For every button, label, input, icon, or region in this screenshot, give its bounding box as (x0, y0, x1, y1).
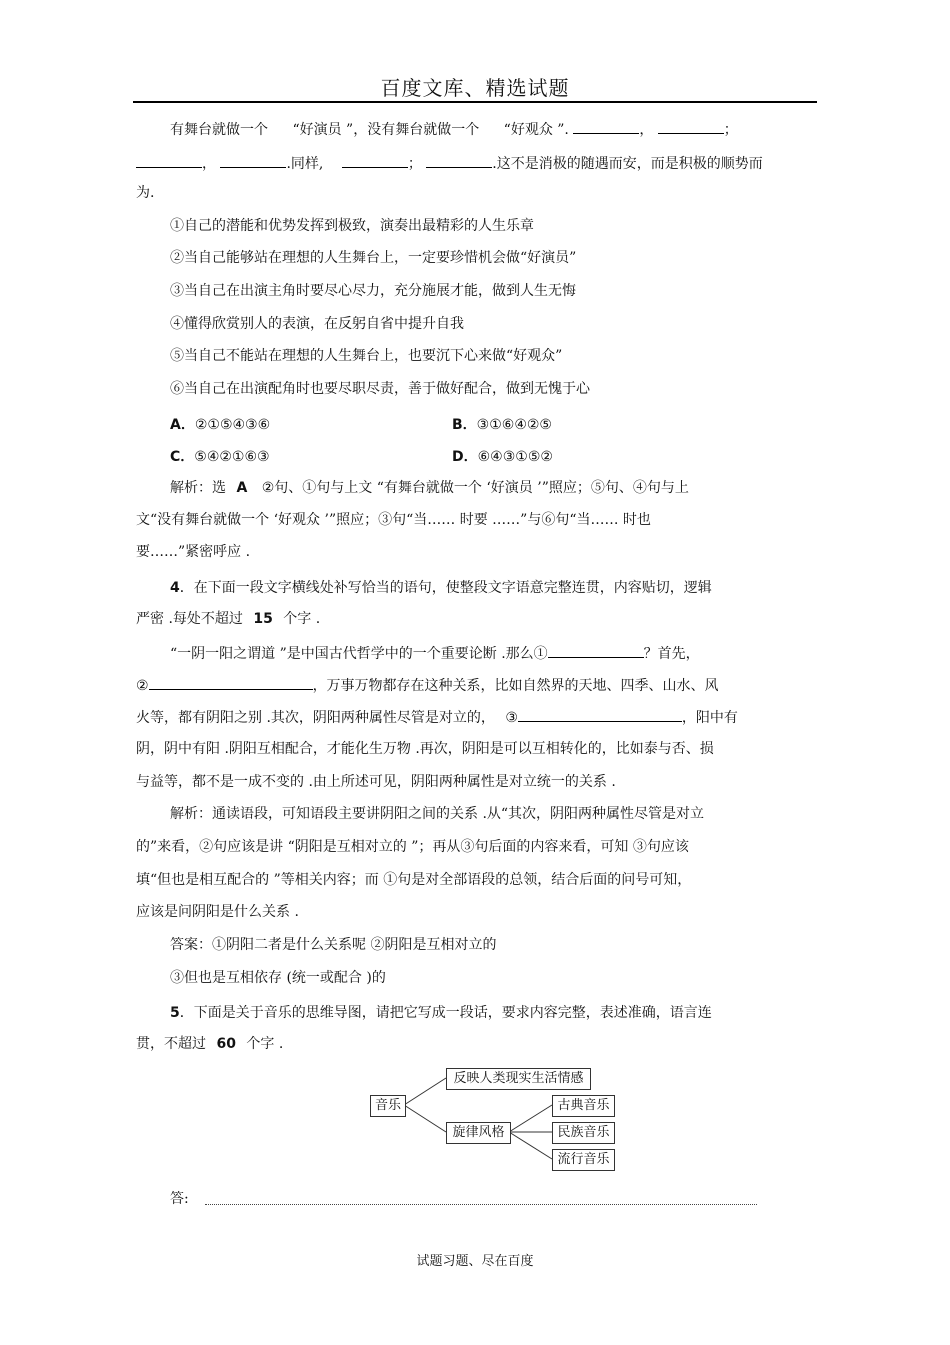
option-text: ⑤④②①⑥③ (194, 449, 270, 465)
page-header-title: 百度文库、精选试题 (380, 76, 570, 100)
question-number: 5 (170, 1005, 180, 1021)
q3-analysis-line1 (170, 479, 689, 497)
q3-analysis-line2: 文“没有舞台就做一个 ‘好观众 ’”照应；③句“当…… 时要 ……”与⑥句“当…… 时也 (136, 512, 651, 528)
q4-answer-line2: ③但也是互相依存 (统一或配合 )的 (170, 970, 386, 986)
node-leaf: 古典音乐 (552, 1095, 615, 1117)
q3-analysis-line3: 要……”紧密呼应 . (136, 544, 251, 560)
q4-passage-line4: 阴，阴中有阳 .阴阳互相配合，才能化生万物 .再次，阴阳是可以互相转化的，比如泰与否、损 (136, 741, 714, 757)
q4-stem-text: 个字 . (283, 611, 321, 627)
q4-analysis-line1: 解析：通读语段，可知语段主要讲阴阳之间的关系 .从“其次，阴阳两种属性尽管是对立 (170, 806, 705, 822)
header-rule (133, 101, 817, 103)
q4-analysis-line4: 应该是问阴阳是什么关系 . (136, 904, 299, 920)
music-mind-map (360, 1062, 630, 1174)
fill-blank[interactable] (342, 153, 408, 168)
q5-word-limit: 60 (216, 1036, 236, 1052)
fill-blank[interactable] (220, 153, 286, 168)
q5-stem-text: ．下面是关于音乐的思维导图，请把它写成一段话，要求内容完整，表述准确，语言连 (179, 1005, 712, 1021)
fill-blank[interactable] (136, 153, 202, 168)
q5-stem-line1 (170, 1004, 712, 1022)
fill-blank-3[interactable] (518, 707, 682, 722)
q4-passage-line3 (136, 707, 738, 727)
passage-text: ，阳中有 (681, 710, 738, 726)
q4-word-limit: 15 (253, 611, 273, 627)
option-letter: C． (170, 449, 195, 465)
node-leaf: 流行音乐 (552, 1149, 615, 1171)
node-branch-emotion: 反映人类现实生活情感 (446, 1068, 591, 1090)
node-leaf: 民族音乐 (552, 1122, 615, 1144)
q5-stem-text: 个字 . (246, 1036, 284, 1052)
connector-line (404, 1105, 446, 1132)
fill-blank[interactable] (573, 119, 639, 134)
option-text: ③①⑥④②⑤ (476, 417, 552, 433)
passage-text: 火等，都有阴阳之别 .其次，阴阳两种属性尽管是对立的， (136, 710, 495, 726)
q4-answer-line1: 答案：①阴阳二者是什么关系呢 ②阴阳是互相对立的 (170, 937, 497, 953)
q3-stem-line3: 为. (136, 185, 155, 201)
q3-item: ③当自己在出演主角时要尽心尽力，充分施展才能，做到人生无悔 (170, 283, 576, 299)
q3-stem-part: 同样, (290, 156, 324, 172)
q5-stem-text: 贯，不超过 (136, 1036, 206, 1052)
option-c[interactable] (170, 448, 270, 466)
connector-line (509, 1132, 552, 1159)
q4-stem-text: 严密 .每处不超过 (136, 611, 243, 627)
q4-passage-line2 (136, 675, 719, 695)
passage-text: ？首先， (643, 646, 700, 662)
answer-line[interactable] (205, 1204, 757, 1205)
q3-stem-part: 有舞台就做一个 (170, 122, 268, 138)
passage-text: ③ (505, 710, 518, 726)
fill-blank[interactable] (658, 119, 724, 134)
option-b[interactable] (452, 416, 552, 434)
q3-item: ⑤当自己不能站在理想的人生舞台上，也要沉下心来做“好观众” (170, 348, 563, 364)
answer-label: 答: (170, 1191, 189, 1207)
connector-line (404, 1078, 446, 1105)
fill-blank[interactable] (426, 153, 492, 168)
option-letter: D． (452, 449, 478, 465)
passage-text: ，万事万物都存在这种关系，比如自然界的天地、四季、山水、风 (312, 678, 719, 694)
analysis-text: 解析：选 (170, 480, 226, 496)
option-text: ②①⑤④③⑥ (194, 417, 271, 433)
q3-item: ⑥当自己在出演配角时也要尽职尽责，善于做好配合，做到无愧于心 (170, 381, 590, 397)
q3-item: ②当自己能够站在理想的人生舞台上，一定要珍惜机会做“好演员” (170, 250, 577, 266)
q3-stem-part: “好观众 ”. (503, 122, 569, 138)
q3-stem-part: 这不是消极的随遇而安，而是积极的顺势而 (496, 156, 763, 172)
page-footer: 试题习题、尽在百度 (416, 1254, 534, 1269)
q3-item: ④懂得欣赏别人的表演，在反躬自省中提升自我 (170, 316, 464, 332)
q3-stem-line1: 有舞台就做一个 “好演员 ”，没有舞台就做一个 “好观众 ”. ， ； (170, 119, 738, 139)
q4-passage-line5: 与益等，都不是一成不变的 .由上所述可见，阴阳两种属性是对立统一的关系 . (136, 774, 616, 790)
option-letter: A． (170, 417, 195, 433)
q3-stem-part: “好演员 ”，没有舞台就做一个 (292, 122, 480, 138)
q4-stem-text: ．在下面一段文字横线处补写恰当的语句，使整段文字语意完整连贯，内容贴切，逻辑 (179, 580, 712, 596)
q3-item: ①自己的潜能和优势发挥到极致，演奏出最精彩的人生乐章 (170, 218, 534, 234)
q4-stem-line1 (170, 579, 712, 597)
analysis-answer: A (236, 480, 248, 496)
node-branch-style: 旋律风格 (446, 1122, 511, 1144)
option-text: ⑥④③①⑤② (477, 449, 553, 465)
node-root: 音乐 (370, 1095, 406, 1117)
q3-stem-line2: ， .同样, ； .这不是消极的随遇而安，而是积极的顺势而 (136, 153, 763, 173)
analysis-text: ②句、①句与上文 “有舞台就做一个 ‘好演员 ’”照应；⑤句、④句与上 (261, 480, 689, 496)
question-number: 4 (170, 580, 180, 596)
option-a[interactable] (170, 416, 270, 434)
q4-stem-line2 (136, 610, 320, 628)
option-letter: B． (452, 417, 477, 433)
q4-passage-line1 (170, 643, 700, 663)
fill-blank-2[interactable] (149, 675, 313, 690)
connector-line (509, 1105, 552, 1132)
passage-text: “一阴一阳之谓道 ”是中国古代哲学中的一个重要论断 .那么① (170, 646, 548, 662)
option-d[interactable] (452, 448, 553, 466)
passage-text: ② (136, 678, 149, 694)
fill-blank-1[interactable] (548, 643, 644, 658)
q5-stem-line2 (136, 1035, 283, 1053)
q4-analysis-line2: 的”来看，②句应该是讲 “阴阳是互相对立的 ”；再从③句后面的内容来看，可知 ③句应该 (136, 839, 689, 855)
q4-analysis-line3: 填“但也是相互配合的 ”等相关内容；而 ①句是对全部语段的总领，结合后面的问号可知， (136, 872, 692, 888)
